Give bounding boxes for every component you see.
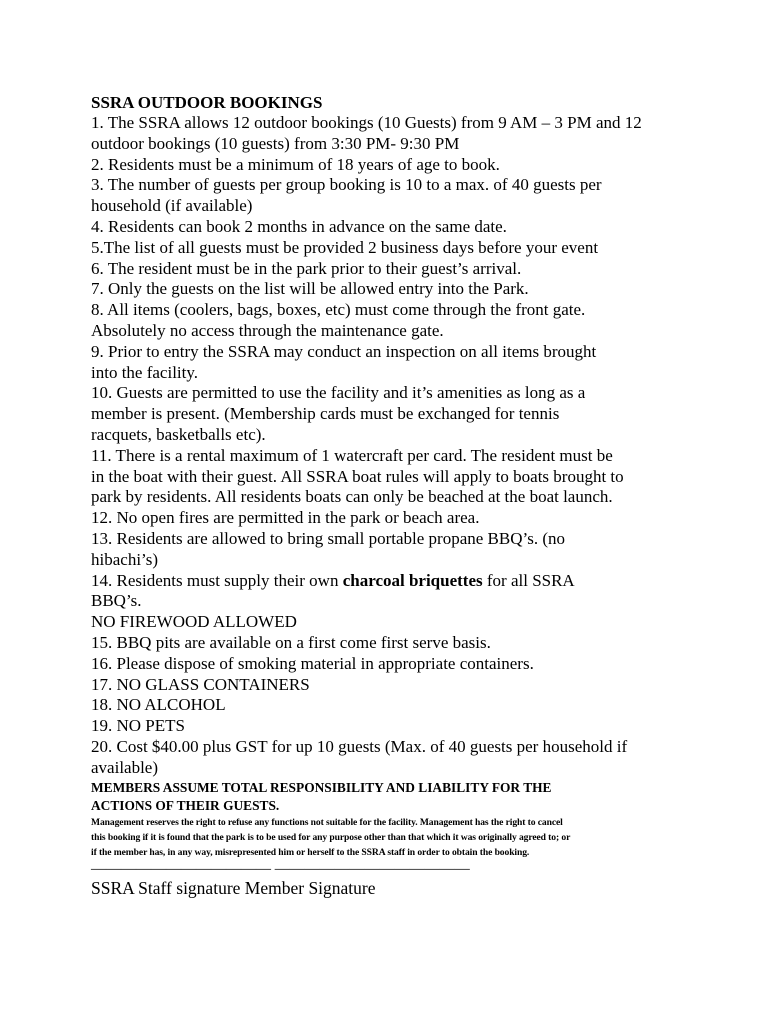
rule-item: 18. NO ALCOHOL [91,695,226,715]
rules-list [91,113,691,779]
rule-item: 9. Prior to entry the SSRA may conduct an inspection on all items brought into the facility. [91,341,597,382]
rule-item: 10. Guests are permitted to use the facility and it’s amenities as long as a member is present. (Membership cards must be exchanged for tennis racquets, basketballs etc). [91,383,586,444]
rule-item: 7. Only the guests on the list will be allowed entry into the Park. [91,279,529,299]
rule-item: 17. NO GLASS CONTAINERS [91,674,310,694]
rule-item: 13. Residents are allowed to bring small portable propane BBQ’s. (no hibachi’s) [91,528,566,569]
rule-item: 1. The SSRA allows 12 outdoor bookings (10 Guests) from 9 AM – 3 PM and 12 outdoor bookings (10 guests) from 3:30 PM- 9:30 PM [91,113,642,153]
rule-item: 6. The resident must be in the park prior to their guest’s arrival. [91,258,522,278]
rule-item: 8. All items (coolers, bags, boxes, etc) must come through the front gate. Absolutely no access through the maintenance gate. [91,300,586,340]
rule-item: 11. There is a rental maximum of 1 watercraft per card. The resident must be in the boat with their guest. All SSRA boat rules will apply to boats brought to park by residents. All residents boats can only be beached at the boat launch. [91,445,624,507]
rule-item: 3. The number of guests per group booking is 10 to a max. of 40 guests per household (if available) [91,175,602,216]
rule-item: 2. Residents must be a minimum of 18 years of age to book. [91,154,500,174]
management-disclaimer: Management reserves the right to refuse any functions not suitable for the facility. Management has the right to cancel this booking if it is found that the park is to be used for any purpose other than that which it was originally agreed to; or if the member has, in any way, misrepresented him or herself to the SSRA staff in order to obtain the booking. [91,816,571,858]
rule-item: 12. No open fires are permitted in the park or beach area. [91,508,480,528]
liability-warning: MEMBERS ASSUME TOTAL RESPONSIBILITY AND LIABILITY FOR THE ACTIONS OF THEIR GUESTS. [91,779,552,813]
signature-labels: SSRA Staff signature Member Signature [91,877,376,898]
document-title: SSRA OUTDOOR BOOKINGS [91,93,323,112]
rule-item-bold: charcoal briquettes [342,570,483,590]
rule-item: NO FIREWOOD ALLOWED [91,612,297,632]
rule-item: 4. Residents can book 2 months in advance on the same date. [91,216,507,236]
signature-line: ———————————— ————————————— [91,860,470,877]
rule-item: 16. Please dispose of smoking material in appropriate containers. [91,653,534,673]
rule-item: 19. NO PETS [91,716,185,736]
rule-item: 20. Cost $40.00 plus GST for up 10 guests (Max. of 40 guests per household if available) [91,736,628,777]
rule-item: 15. BBQ pits are available on a first come first serve basis. [91,632,491,652]
document-page [91,92,691,899]
rule-item-prefix: 14. Residents must supply their own [91,570,343,590]
rule-item: 5.The list of all guests must be provided 2 business days before your event [91,237,599,257]
rule-item-suffix: for all SSRA BBQ’s. [91,570,575,611]
rule-item-charcoal [91,571,691,613]
